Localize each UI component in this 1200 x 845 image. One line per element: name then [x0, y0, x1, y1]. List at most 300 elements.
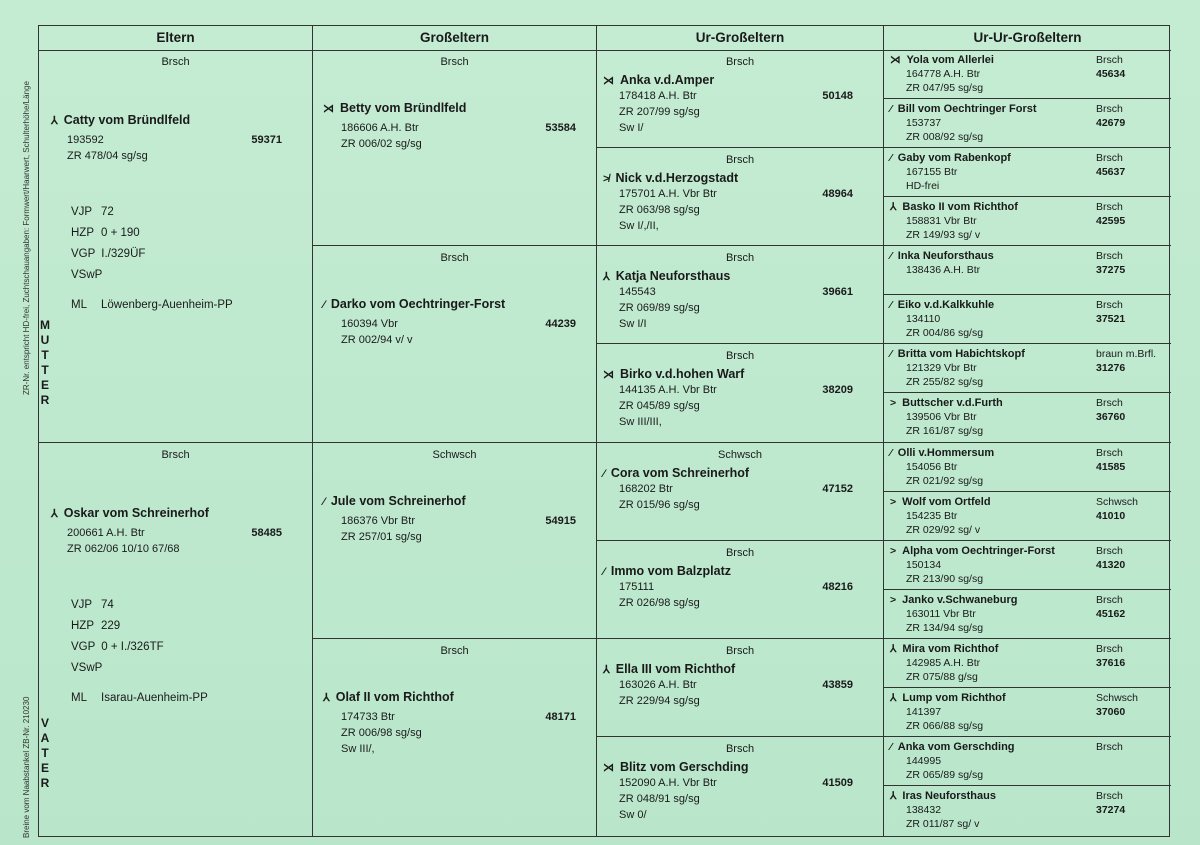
sex-symbol: ⁄: [890, 348, 892, 361]
animal-name: Oskar vom Schreinerhof: [63, 505, 209, 520]
reg-line: [884, 509, 1171, 523]
reg-number: 186376 Vbr Btr: [341, 514, 415, 527]
animal-color: Brsch: [725, 154, 755, 167]
pedigree-cell: [597, 246, 883, 344]
animal-name: Bill vom Oechtringer Forst: [897, 103, 1037, 116]
animal-name: Basko II vom Richthof: [902, 201, 1018, 214]
animal-name: Catty vom Bründlfeld: [63, 113, 191, 127]
animal-name-line: [884, 298, 1171, 312]
animal-color: Schwsch: [432, 448, 477, 461]
reg-number: 134110: [906, 313, 941, 326]
reg-number: 150134: [906, 558, 942, 571]
animal-color: Brsch: [1096, 544, 1123, 557]
animal-color: Brsch: [440, 252, 469, 265]
achievement-value: 74: [101, 598, 114, 611]
reg-number: 144135 A.H. Vbr Btr: [619, 384, 717, 397]
animal-name-line: [884, 495, 1171, 509]
animal-name-line: [884, 151, 1171, 165]
zb-number: 37060: [1096, 705, 1126, 718]
zb-number: 45637: [1096, 166, 1126, 179]
reg-line: [884, 754, 1171, 768]
animal-color: Brsch: [1096, 250, 1123, 263]
achievement-key: HZP: [71, 227, 94, 239]
animal-name: Janko v.Schwaneburg: [902, 593, 1018, 606]
achievement-value: 0 + I./326TF: [101, 640, 164, 653]
animal-name: Immo vom Balzplatz: [610, 563, 732, 578]
animal-color: Brsch: [161, 448, 190, 461]
zr-line: ZR 047/95 sg/sg: [906, 82, 984, 94]
zr-line: ZR 004/86 sg/sg: [906, 327, 984, 340]
reg-number: 144995: [906, 754, 942, 767]
zr-line: ZR 006/02 sg/sg: [341, 138, 422, 150]
zb-number: 36760: [1096, 411, 1126, 424]
animal-color: Brsch: [1096, 789, 1123, 802]
achievement-row: [71, 688, 208, 709]
zb-number: 42595: [1096, 215, 1126, 228]
reg-number: 167155 Btr: [906, 166, 958, 179]
zr-line: ZR 229/94 sg/sg: [619, 694, 700, 707]
pedigree-cell: [884, 541, 1171, 590]
zr-line: ZR 255/82 sg/sg: [906, 376, 984, 389]
pedigree-cell: [884, 50, 1171, 99]
pedigree-cell: [884, 246, 1171, 295]
achievement-key: ML: [71, 299, 87, 311]
animal-name-line: [323, 493, 596, 509]
zr-line: ZR 062/06 10/10 67/68: [67, 542, 180, 555]
header-grandparents: Großeltern: [313, 26, 596, 51]
animal-block: [313, 493, 596, 545]
zb-number: 44239: [545, 318, 576, 331]
achievement-key: VSwP: [71, 661, 103, 674]
achievement-row: [71, 202, 233, 223]
animal-name-line: [323, 100, 596, 116]
zb-number: 37275: [1096, 264, 1126, 277]
zr-line: ZR 008/92 sg/sg: [906, 131, 984, 144]
pedigree-cell: [313, 443, 596, 639]
zr-line: ZR 075/88 g/sg: [906, 670, 978, 683]
reg-number: 145543: [619, 286, 656, 299]
sex-symbol: ⁄: [890, 152, 892, 165]
zr-line: ZR 011/87 sg/ v: [906, 817, 980, 830]
zr-line: ZR 207/99 sg/sg: [619, 106, 700, 118]
column-parents: [39, 26, 312, 836]
pedigree-cell: [884, 344, 1171, 393]
sex-symbol: >: [890, 593, 897, 606]
pedigree-cell: [884, 443, 1171, 492]
animal-name: Ella III vom Richthof: [615, 661, 736, 676]
zr-line: ZR 048/91 sg/sg: [619, 792, 700, 805]
animal-color: Brsch: [1096, 593, 1123, 606]
reg-number: 178418 A.H. Btr: [619, 90, 697, 102]
pedigree-cell: [597, 639, 883, 737]
animal-name: Birko v.d.hohen Warf: [620, 367, 745, 382]
zb-number: 37616: [1096, 656, 1126, 669]
achievement-value: Löwenberg-Auenheim-PP: [101, 299, 233, 311]
zr-line: HD-frei: [906, 180, 940, 193]
zb-number: 58485: [251, 526, 282, 539]
animal-name-line: [323, 689, 596, 705]
sex-symbol: ⋊: [323, 103, 334, 115]
zb-number: 48964: [822, 188, 853, 201]
animal-color: Brsch: [1096, 201, 1123, 214]
animal-name-line: [884, 642, 1171, 656]
animal-color: Brsch: [440, 644, 469, 657]
extra-line: Sw 0/: [619, 808, 647, 821]
achievement-key: ML: [71, 691, 87, 704]
column-great-grandparents: [596, 26, 883, 836]
zr-line: ZR 045/89 sg/sg: [619, 400, 700, 413]
reg-number: 200661 A.H. Btr: [67, 526, 145, 539]
zb-number: 59371: [251, 134, 282, 146]
achievement-key: VSwP: [71, 269, 103, 281]
reg-line: [884, 263, 1171, 277]
side-note-top: ZR-Nr. entspricht HD-frei, Zuchtschauangaben: Formwert/Haarwert, Schulterhöhe/Länge: [22, 81, 31, 395]
animal-name-line: [884, 102, 1171, 116]
animal-color: Brsch: [1096, 103, 1123, 116]
header-parents: Eltern: [39, 26, 312, 51]
zb-number: 42679: [1096, 117, 1126, 130]
column-grandparents: [312, 26, 596, 836]
reg-number: 154235 Btr: [906, 509, 958, 522]
animal-color: Schwsch: [717, 448, 763, 461]
animal-block: [597, 465, 883, 513]
animal-name: Wolf vom Ortfeld: [902, 495, 991, 508]
achievement-row: [71, 637, 208, 658]
pedigree-cell: [597, 443, 883, 541]
reg-line: [603, 775, 883, 791]
pedigree-cell: [597, 50, 883, 148]
sex-symbol: ⅄: [603, 271, 610, 284]
animal-color: Brsch: [1096, 299, 1123, 312]
animal-name-line: [884, 446, 1171, 460]
achievements: [71, 202, 233, 316]
pedigree-cell: [39, 50, 312, 443]
achievement-key: VJP: [71, 598, 93, 611]
column-great-great-grandparents: [883, 26, 1171, 836]
reg-number: 121329 Vbr Btr: [906, 362, 977, 375]
side-note-bottom: Breine vom Naabstankel ZB-Nr. 210230: [22, 696, 31, 838]
pedigree-cell: [39, 443, 312, 836]
achievement-value: I./329ÜF: [101, 248, 146, 260]
animal-color: Brsch: [1096, 642, 1123, 655]
animal-color: Brsch: [1096, 446, 1123, 459]
animal-color: Brsch: [725, 546, 755, 559]
pedigree-cell: [884, 737, 1171, 786]
pedigree-table: [38, 25, 1170, 837]
sex-symbol: ⁄: [890, 446, 892, 459]
pedigree-cell: [597, 148, 883, 246]
sex-symbol: ≯: [603, 173, 610, 186]
reg-line: [603, 677, 883, 693]
animal-name: Iras Neuforsthaus: [902, 789, 996, 802]
header-great-great-grandparents: Ur-Ur-Großeltern: [884, 26, 1171, 51]
zb-number: 53584: [545, 122, 576, 134]
reg-line: [884, 656, 1171, 670]
reg-number: 175111: [619, 580, 655, 593]
sex-symbol: ⋊: [603, 369, 614, 382]
animal-name-line: [51, 505, 312, 521]
animal-color: Brsch: [440, 56, 469, 68]
animal-name: Nick v.d.Herzogstadt: [615, 171, 739, 186]
zb-number: 39661: [822, 286, 853, 299]
animal-name-line: [51, 112, 312, 128]
animal-name: Britta vom Habichtskopf: [897, 348, 1025, 361]
pedigree-cell: [884, 688, 1171, 737]
reg-line: [884, 558, 1171, 572]
zb-number: 48171: [545, 710, 576, 723]
animal-name: Jule vom Schreinerhof: [330, 493, 466, 508]
animal-name-line: [603, 661, 883, 677]
header-great-grandparents: Ur-Großeltern: [597, 26, 883, 51]
achievement-row: [71, 223, 233, 244]
extra-line: Sw I/,/II,: [619, 220, 659, 233]
reg-line: [323, 120, 596, 136]
reg-line: [323, 709, 596, 725]
mutter-label: M U T T E R: [40, 318, 50, 407]
animal-block: [597, 759, 883, 823]
reg-number: 186606 A.H. Btr: [341, 122, 419, 134]
animal-name-line: [884, 249, 1171, 263]
achievement-row: [71, 265, 233, 295]
achievement-row: [71, 616, 208, 637]
zb-number: 38209: [822, 384, 853, 397]
reg-number: 142985 A.H. Btr: [906, 656, 981, 669]
animal-name-line: [603, 72, 883, 88]
zr-line: ZR 134/94 sg/sg: [906, 621, 984, 634]
reg-number: 158831 Vbr Btr: [906, 215, 977, 228]
reg-line: [884, 361, 1171, 375]
zr-line: ZR 213/90 sg/sg: [906, 572, 984, 585]
zb-number: 43859: [822, 678, 853, 691]
reg-number: 174733 Btr: [341, 710, 395, 723]
animal-name-line: [884, 691, 1171, 705]
zr-line: ZR 002/94 v/ v: [341, 334, 413, 347]
animal-color: Brsch: [1096, 152, 1123, 165]
animal-name: Olli v.Hommersum: [897, 446, 995, 459]
animal-name: Lump vom Richthof: [902, 691, 1006, 704]
animal-name: Blitz vom Gerschding: [620, 759, 749, 774]
sex-symbol: ⅄: [890, 691, 897, 704]
animal-block: [597, 268, 883, 332]
animal-name: Alpha vom Oechtringer-Forst: [902, 544, 1055, 557]
sex-symbol: ⁄: [890, 103, 892, 116]
animal-name: Gaby vom Rabenkopf: [897, 152, 1011, 165]
reg-number: 175701 A.H. Vbr Btr: [619, 188, 717, 201]
pedigree-cell: [313, 639, 596, 835]
animal-block: [39, 112, 312, 164]
animal-name: Olaf II vom Richthof: [335, 689, 454, 704]
zr-line: ZR 029/92 sg/ v: [906, 523, 981, 536]
animal-name: Betty vom Bründlfeld: [340, 101, 467, 115]
reg-line: [323, 513, 596, 529]
reg-number: 160394 Vbr: [341, 318, 398, 331]
achievement-key: VGP: [71, 248, 96, 260]
animal-name: Katja Neuforsthaus: [615, 269, 731, 284]
animal-color: Brsch: [725, 252, 755, 265]
zr-line: ZR 069/89 sg/sg: [619, 302, 700, 315]
sex-symbol: ⁄: [890, 740, 892, 753]
animal-color: Brsch: [725, 742, 755, 755]
sex-symbol: ⅄: [890, 642, 897, 655]
reg-line: [603, 382, 883, 398]
extra-line: Sw III/III,: [619, 416, 662, 429]
pedigree-cell: [884, 786, 1171, 835]
zb-number: 47152: [822, 482, 853, 495]
zr-line: ZR 257/01 sg/sg: [341, 530, 422, 543]
animal-name-line: [603, 170, 883, 186]
pedigree-cell: [884, 590, 1171, 639]
animal-block: [597, 72, 883, 136]
animal-name: Darko vom Oechtringer-Forst: [330, 297, 506, 312]
animal-color: Schwsch: [1096, 495, 1139, 508]
animal-name-line: [603, 759, 883, 775]
animal-name: Buttscher v.d.Furth: [902, 397, 1003, 410]
sex-symbol: >: [890, 544, 897, 557]
zb-number: 41509: [822, 776, 853, 789]
sex-symbol: ⁄: [323, 495, 325, 508]
reg-number: 164778 A.H. Btr: [906, 68, 981, 80]
sex-symbol: ⁄: [890, 299, 892, 312]
animal-name: Anka v.d.Amper: [620, 73, 715, 87]
pedigree-cell: [884, 99, 1171, 148]
sex-symbol: >: [890, 397, 897, 410]
reg-line: [884, 705, 1171, 719]
animal-name: Eiko v.d.Kalkkuhle: [897, 299, 995, 312]
achievement-row: [71, 295, 233, 316]
reg-line: [51, 525, 312, 541]
animal-color: Brsch: [1096, 54, 1123, 66]
zr-line: ZR 021/92 sg/sg: [906, 474, 984, 487]
achievement-key: VJP: [71, 206, 93, 218]
pedigree-cell: [884, 295, 1171, 344]
animal-block: [597, 170, 883, 234]
pedigree-cell: [313, 246, 596, 442]
reg-number: 138432: [906, 803, 942, 816]
zr-line: ZR 015/96 sg/sg: [619, 498, 700, 511]
sex-symbol: ⁄: [603, 565, 605, 578]
sex-symbol: ⋊: [603, 75, 614, 87]
zb-number: 45162: [1096, 607, 1126, 620]
pedigree-cell: [313, 50, 596, 246]
zb-number: 54915: [545, 514, 576, 527]
animal-color: Brsch: [725, 350, 755, 363]
animal-color: Brsch: [1096, 740, 1123, 753]
pedigree-cell: [597, 344, 883, 442]
extra-line: Sw III/,: [341, 742, 375, 755]
animal-name: Inka Neuforsthaus: [897, 250, 994, 263]
extra-line: Sw I/: [619, 122, 644, 134]
animal-color: Schwsch: [1096, 691, 1139, 704]
animal-block: [597, 366, 883, 430]
zb-number: 48216: [822, 580, 853, 593]
zr-line: ZR 149/93 sg/ v: [906, 229, 981, 242]
pedigree-cell: [884, 197, 1171, 246]
animal-name-line: [884, 53, 1171, 67]
vater-label: V A T E R: [40, 716, 50, 790]
achievement-value: Isarau-Auenheim-PP: [101, 691, 208, 704]
pedigree-cell: [597, 737, 883, 835]
reg-line: [884, 460, 1171, 474]
pedigree-cell: [884, 639, 1171, 688]
sex-symbol: ⁄: [323, 299, 325, 312]
animal-name-line: [323, 296, 596, 312]
sex-symbol: ⅄: [603, 663, 610, 676]
achievements: [71, 595, 208, 709]
zr-line: ZR 478/04 sg/sg: [67, 150, 148, 162]
animal-name: Anka vom Gerschding: [897, 740, 1015, 753]
zb-number: 37521: [1096, 313, 1126, 326]
sex-symbol: ⁄: [890, 250, 892, 263]
reg-number: 139506 Vbr Btr: [906, 411, 977, 424]
zr-line: ZR 063/98 sg/sg: [619, 204, 700, 217]
animal-color: braun m.Brfl.: [1096, 348, 1157, 361]
reg-line: [884, 312, 1171, 326]
sex-symbol: ⅄: [323, 691, 330, 704]
animal-name: Cora vom Schreinerhof: [610, 465, 750, 480]
zb-number: 41010: [1096, 509, 1126, 522]
achievement-value: 229: [101, 619, 121, 632]
reg-number: 163011 Vbr Btr: [906, 607, 976, 620]
achievement-row: [71, 595, 208, 616]
reg-number: 154056 Btr: [906, 460, 958, 473]
pedigree-cell: [884, 492, 1171, 541]
animal-name-line: [884, 347, 1171, 361]
reg-number: 152090 A.H. Vbr Btr: [619, 776, 717, 789]
pedigree-cell: [597, 541, 883, 639]
animal-color: Brsch: [725, 644, 755, 657]
reg-line: [884, 410, 1171, 424]
reg-number: 141397: [906, 705, 942, 718]
animal-name-line: [603, 465, 883, 481]
reg-number: 168202 Btr: [619, 482, 673, 495]
zr-line: ZR 161/87 sg/sg: [906, 425, 984, 438]
zr-line: ZR 006/98 sg/sg: [341, 726, 422, 739]
achievement-row: [71, 244, 233, 265]
achievement-value: 0 + 190: [101, 227, 140, 239]
zb-number: 41320: [1096, 558, 1126, 571]
reg-number: 153737: [906, 117, 942, 130]
zb-number: 45634: [1096, 68, 1126, 80]
animal-name-line: [884, 544, 1171, 558]
reg-line: [884, 67, 1171, 81]
achievement-value: 72: [101, 206, 114, 218]
animal-name-line: [884, 593, 1171, 607]
achievement-key: VGP: [71, 640, 96, 653]
animal-name-line: [884, 200, 1171, 214]
animal-name-line: [603, 563, 883, 579]
pedigree-cell: [884, 148, 1171, 197]
reg-line: [603, 88, 883, 104]
animal-color: Brsch: [1096, 397, 1123, 410]
reg-line: [884, 116, 1171, 130]
reg-line: [603, 284, 883, 300]
sex-symbol: ⅄: [51, 507, 58, 520]
animal-block: [313, 100, 596, 152]
animal-name-line: [884, 789, 1171, 803]
reg-line: [51, 132, 312, 148]
sex-symbol: ⋊: [890, 54, 901, 66]
sex-symbol: ⋊: [603, 761, 614, 774]
achievement-row: [71, 658, 208, 688]
sex-symbol: ⅄: [890, 789, 897, 802]
reg-line: [884, 607, 1171, 621]
pedigree-cell: [884, 393, 1171, 442]
animal-name: Mira vom Richthof: [902, 642, 999, 655]
zr-line: ZR 026/98 sg/sg: [619, 596, 700, 609]
sex-symbol: ⅄: [51, 115, 58, 127]
reg-number: 193592: [67, 134, 104, 146]
zb-number: 31276: [1096, 362, 1126, 375]
